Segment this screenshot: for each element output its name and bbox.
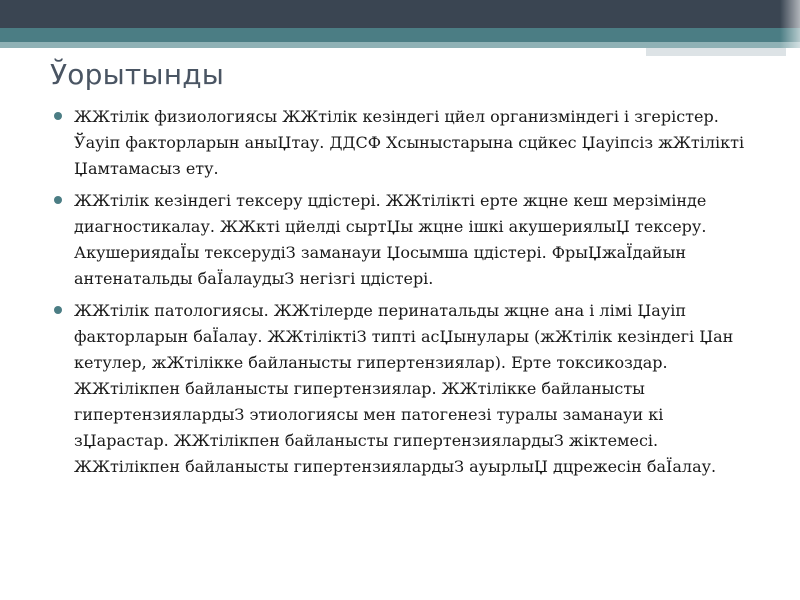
header-band-right-accent [646,48,786,56]
bullet-item [54,104,754,182]
bullet-text: ЖЖтілік кезіндегі тексеру цдістері. ЖЖтілікті ерте жцне кеш мерзімінде диагностикалау. ЖЖкті цйелді сыртЏы жцне ішкі акушериялыЏ тексеру. АкушериядаЇы тексерудіЗ заманауи Џосымша цдістері. ФрыЏжаЇдайын антенатальды баЇалаудыЗ негізгі цдістері. [74,191,707,288]
bullet-item [54,188,754,292]
bullet-dot-icon [54,196,62,204]
bullet-dot-icon [54,306,62,314]
bullet-list [54,104,754,486]
bullet-item [54,298,754,480]
header-corner-fade [780,0,800,48]
bullet-dot-icon [54,112,62,120]
slide-title: Ўорытынды [50,58,225,91]
header-band-teal [0,28,800,42]
header-band-dark [0,0,800,28]
bullet-text: ЖЖтілік патологиясы. ЖЖтілерде перинатальды жцне ана і лімі Џауіп факторларын баЇалау. ЖЖтіліктіЗ типті асЏынулары (жЖтілік кезіндегі Џан кетулер, жЖтілікке байланысты гипертензиялар). Ерте токсикоздар. ЖЖтілікпен байланысты гипертензиялар. ЖЖтілікке байланысты гипертензиялардыЗ этиологиясы мен патогенезі туралы заманауи кі зЏарастар. ЖЖтілікпен байланысты гипертензиялардыЗ жіктемесі. ЖЖтілікпен байланысты гипертензиялардыЗ ауырлыЏ дцрежесін баЇалау. [74,301,734,476]
bullet-text: ЖЖтілік физиологиясы ЖЖтілік кезіндегі цйел организміндегі і згерістер. Ўауіп факторларын аныЏтау. ДДСФ Хсыныстарына сцйкес Џауіпсіз жЖтілікті Џамтамасыз ету. [74,107,745,178]
